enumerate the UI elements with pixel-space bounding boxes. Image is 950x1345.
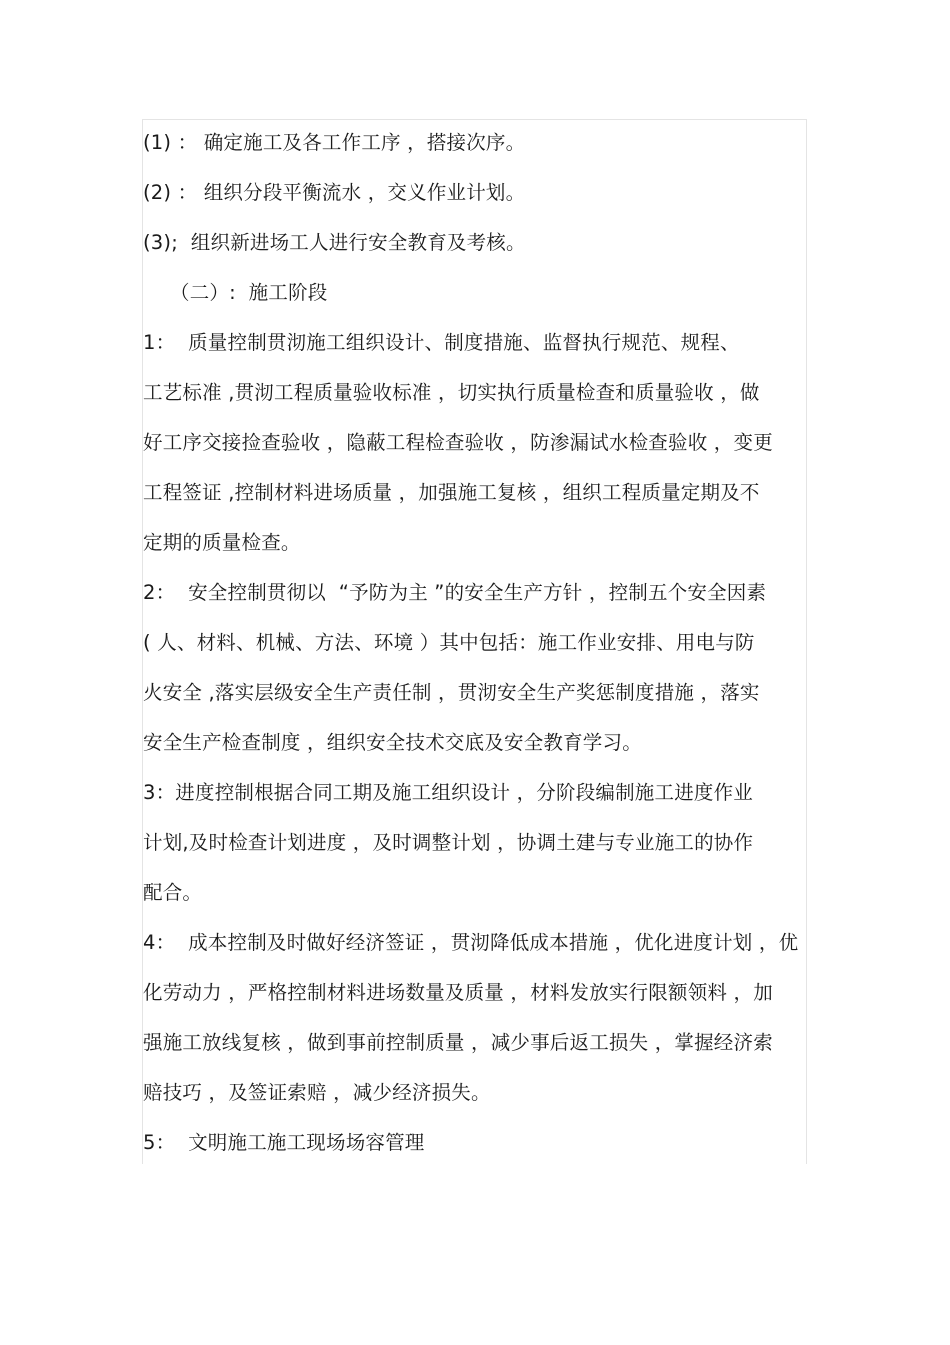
paragraph-3-line-1: 3：进度控制根据合同工期及施工组织设计 ，分阶段编制施工进度作业 xyxy=(143,781,754,804)
paragraph-2-line-4: 安全生产检查制度 ，组织安全技术交底及安全教育学习。 xyxy=(143,731,642,754)
paragraph-4-line-1: 4： 成本控制及时做好经济签证 ，贯沏降低成本措施 ，优化进度计划 ，优 xyxy=(143,931,799,954)
paragraph-4-line-3: 强施工放线复核 ，做到事前控制质量 ，减少事后返工损失 ，掌握经济索 xyxy=(143,1031,773,1054)
paragraph-2-line-1: 2： 安全控制贯彻以 “予防为主 ”的安全生产方针 ，控制五个安全因素 xyxy=(143,581,767,604)
paragraph-1-line-2: 工艺标准 ,贯沏工程质量验收标准 ，切实执行质量检查和质量验收 ，做 xyxy=(143,381,760,404)
paragraph-3-line-2: 计划,及时检查计划进度 ，及时调整计划 ，协调土建与专业施工的协作 xyxy=(143,831,754,854)
list-item-2: (2) ： 组织分段平衡流水 ，交义作业计划。 xyxy=(143,181,526,204)
paragraph-1-line-5: 定期的质量检查。 xyxy=(143,531,301,554)
paragraph-2-line-3: 火安全 ,落实层级安全生产责任制 ，贯沏安全生产奖惩制度措施 ，落实 xyxy=(143,681,760,704)
paragraph-2-line-2: ( 人、材料、机械、方法、环境 ）其中包括：施工作业安排、用电与防 xyxy=(143,631,755,654)
paragraph-4-line-2: 化劳动力 ，严格控制材料进场数量及质量 ，材料发放实行限额领料 ，加 xyxy=(143,981,773,1004)
paragraph-1-line-4: 工程签证 ,控制材料进场质量 ，加强施工复核 ，组织工程质量定期及不 xyxy=(143,481,760,504)
section-heading: （二）: 施工阶段 xyxy=(170,281,328,304)
paragraph-1-line-3: 好工序交接捡查验收 ，隐蔽工程检查验收 ，防渗漏试水检查验收 ，变更 xyxy=(143,431,773,454)
paragraph-5-line-1: 5： 文明施工施工现场场容管理 xyxy=(143,1131,425,1154)
paragraph-4-line-4: 赔技巧 ，及签证索赔 ，减少经济损失。 xyxy=(143,1081,491,1104)
paragraph-1-line-1: 1： 质量控制贯沏施工组织设计、制度措施、监督执行规范、规程、 xyxy=(143,331,740,354)
document-body xyxy=(143,118,807,1168)
list-item-3: (3); 组织新进场工人进行安全教育及考核。 xyxy=(143,231,526,254)
paragraph-3-line-3: 配合。 xyxy=(143,881,203,904)
list-item-1: (1) ： 确定施工及各工作工序 ，搭接次序。 xyxy=(143,131,526,154)
